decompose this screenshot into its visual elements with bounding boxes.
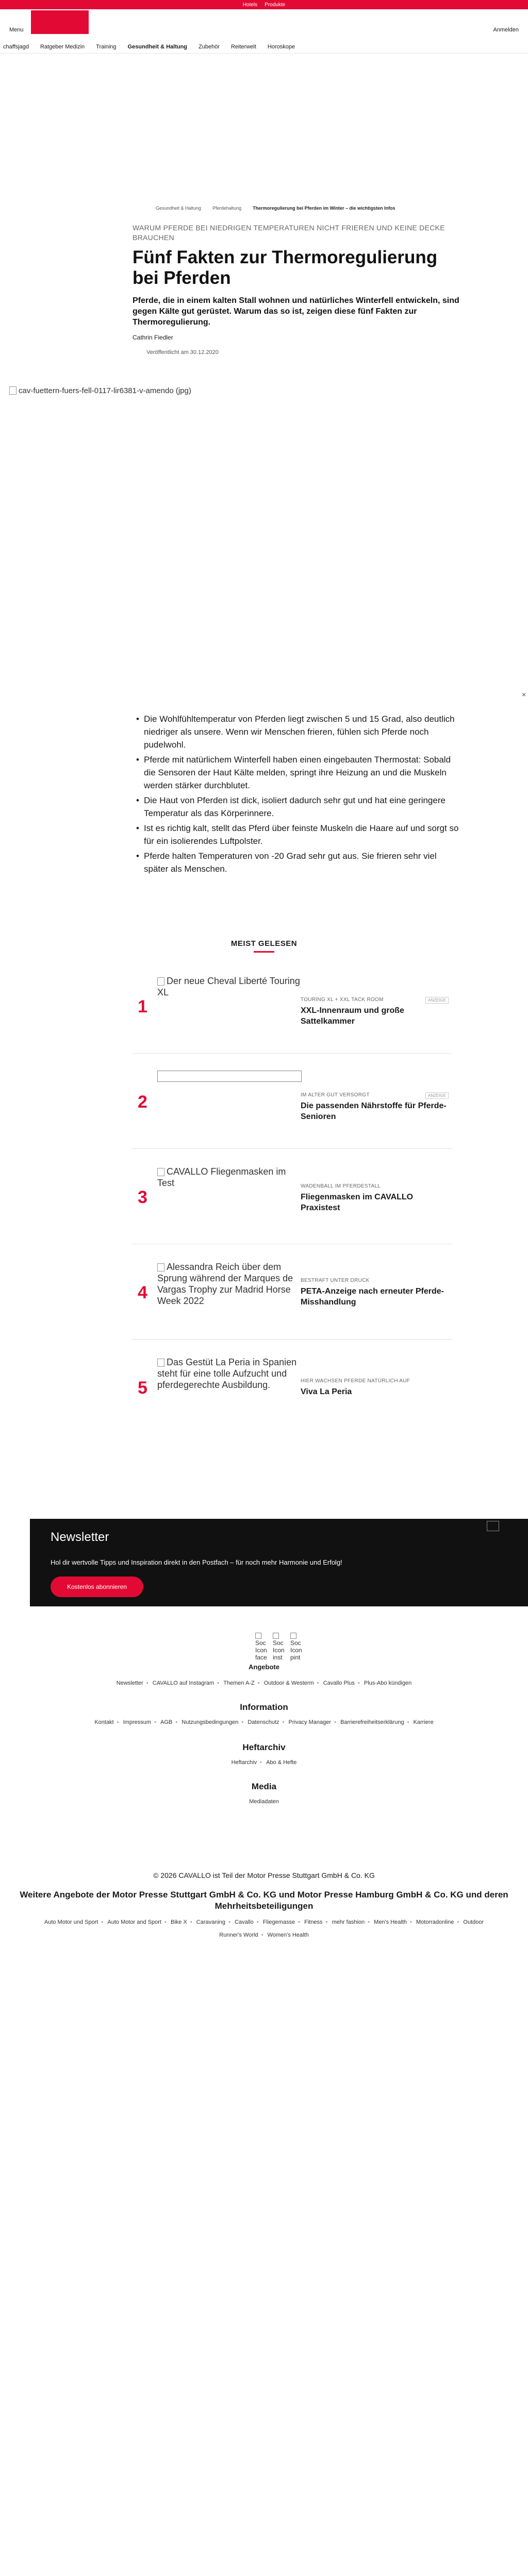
teaser-image[interactable]: Das Gestüt La Peria in Spanien steht für eine tolle Aufzucht und pferdegerechte Ausbildung. xyxy=(157,1357,297,1390)
teaser-kicker: BESTRAFT UNTER DRUCK xyxy=(301,1278,370,1283)
footer-link[interactable]: • Karriere xyxy=(409,1719,438,1725)
nav-item-zubehoer[interactable]: Zubehör xyxy=(199,43,220,50)
ad-badge: ANZEIGE xyxy=(425,1092,449,1099)
broken-image-icon xyxy=(157,977,164,986)
facts-list xyxy=(133,713,463,877)
nav-item-horoskope[interactable]: Horoskope xyxy=(267,43,295,50)
article-lead: Pferde, die in einem kalten Stall wohnen und natürliches Winterfell entwickeln, sind gegen Kälte gut gerüstet. Warum das so ist, zeigen diese fünf Fakten zur Thermoregulierung. xyxy=(133,296,459,327)
information-links xyxy=(0,1719,528,1725)
breadcrumb-item-gesundheit[interactable]: Gesundheit & Haltung xyxy=(156,206,202,211)
archive-title: Heftarchiv xyxy=(242,1742,286,1752)
media-title: Media xyxy=(251,1782,277,1791)
footer-link[interactable]: Auto Motor und Sport xyxy=(44,1919,98,1925)
newsletter-title: Newsletter xyxy=(51,1530,109,1544)
nav-item-gesundheit[interactable]: Gesundheit & Haltung xyxy=(127,43,188,50)
rank-number: 2 xyxy=(138,1092,147,1112)
broken-image-icon xyxy=(157,1168,164,1176)
breadcrumb-item-pferdehaltung[interactable]: Pferdehaltung xyxy=(212,206,242,211)
teaser-headline[interactable]: Die passenden Nährstoffe für Pferde-Senioren xyxy=(301,1101,447,1121)
information-title: Information xyxy=(240,1702,288,1712)
offers-links xyxy=(0,1680,528,1686)
teaser-headline[interactable]: XXL-Innenraum und große Sattelkammer xyxy=(301,1006,404,1026)
breadcrumb-item-current: Thermoregulierung bei Pferden im Winter – die wichtigsten Infos xyxy=(253,206,395,211)
rank-number: 3 xyxy=(138,1188,147,1207)
more-offers-title: Weitere Angebote der Motor Presse Stuttgart GmbH & Co. KG und Motor Presse Hamburg GmbH & Co. KG und deren Mehrheitsbeteiligungen xyxy=(20,1890,508,1911)
list-item: • Ist es richtig kalt, stellt das Pferd über feinste Muskeln die Haare auf und sorgt so für ein isolierendes Luftpolster. xyxy=(133,822,463,848)
list-item: • Pferde mit natürlichem Winterfell haben einen eingebauten Thermostat: Sobald die Sensoren der Haut Kälte melden, springt ihre Heizung an und die Muskeln werden stärker durchblutet. xyxy=(133,753,463,792)
footer-link[interactable]: • Themen A-Z xyxy=(219,1680,259,1686)
most-read-item-4[interactable] xyxy=(133,1257,452,1340)
footer-link[interactable]: Newsletter xyxy=(116,1680,143,1686)
footer-link[interactable]: • Men's Health xyxy=(369,1919,411,1925)
teaser-kicker: HIER WACHSEN PFERDE NATÜRLICH AUF xyxy=(301,1378,410,1384)
footer-link[interactable]: • Women's Health xyxy=(263,1932,314,1938)
instagram-icon[interactable]: Soc Icon inst xyxy=(273,1632,288,1658)
media-links xyxy=(0,1799,528,1805)
hero-image-alt: cav-fuettern-fuers-fell-0117-lir6381-v-amendo (jpg) xyxy=(19,386,191,395)
hero-image xyxy=(9,386,520,696)
social-links xyxy=(255,1632,306,1661)
footer-link[interactable]: • Abo & Hefte xyxy=(261,1759,301,1766)
top-link-produkte[interactable]: Produkte xyxy=(265,2,286,8)
teaser-image[interactable]: Alessandra Reich über dem Sprung während der Marques de Vargas Trophy zur Madrid Horse Week 2022 xyxy=(157,1262,293,1306)
teaser-headline[interactable]: Viva La Peria xyxy=(301,1387,352,1396)
nav-item-ratgeber[interactable]: Ratgeber Medizin xyxy=(40,43,85,50)
footer-link[interactable]: • Outdoor xyxy=(458,1919,488,1925)
footer-link[interactable]: • AGB xyxy=(156,1719,177,1725)
nav-item-reiterwelt[interactable]: Reiterwelt xyxy=(231,43,256,50)
list-item: • Die Wohlfühltemperatur von Pferden liegt zwischen 5 und 15 Grad, also deutlich niedriger als unsere. Wenn wir Menschen frieren, fühlen sich Pferde noch pudelwohl. xyxy=(133,713,463,751)
rank-number: 4 xyxy=(138,1283,147,1302)
footer-link[interactable]: • Caravaning xyxy=(192,1919,230,1925)
main-nav xyxy=(0,40,528,54)
close-icon[interactable]: × xyxy=(521,690,526,699)
author-name[interactable]: Cathrin Fiedler xyxy=(133,334,173,341)
newsletter-text: Hol dir wertvolle Tipps und Inspiration direkt in den Postfach – für noch mehr Harmonie und Erfolg! xyxy=(51,1558,342,1566)
breadcrumb xyxy=(156,206,395,211)
most-read-item-2[interactable] xyxy=(133,1066,452,1149)
most-read-item-3[interactable] xyxy=(133,1162,452,1244)
footer-link[interactable]: • Datenschutz xyxy=(243,1719,284,1725)
footer-link[interactable]: • Privacy Manager xyxy=(284,1719,336,1725)
teaser-kicker: WADENBALL IM PFERDESTALL xyxy=(301,1183,381,1189)
footer-link[interactable]: Kontakt xyxy=(94,1719,114,1725)
teaser-image[interactable]: Der neue Cheval Liberté Touring XL xyxy=(157,976,300,997)
copyright: © 2026 CAVALLO ist Teil der Motor Presse Stuttgart GmbH & Co. KG xyxy=(153,1871,375,1879)
footer-link[interactable]: Heftarchiv xyxy=(231,1759,257,1766)
newsletter-image-icon xyxy=(487,1521,499,1531)
footer-link[interactable]: • Barrierefreiheitserklärung xyxy=(336,1719,409,1725)
nav-item-jagd[interactable]: chaffsjagd xyxy=(3,43,29,50)
page-title: Fünf Fakten zur Thermoregulierung bei Pferden xyxy=(133,247,438,288)
rank-number: 5 xyxy=(138,1378,147,1398)
footer-link[interactable]: Runner's World xyxy=(219,1932,258,1938)
footer-link[interactable]: • Motorradonline xyxy=(411,1919,458,1925)
most-read-underline xyxy=(254,951,274,953)
offers-title: Angebote xyxy=(249,1663,279,1671)
top-strip xyxy=(0,0,528,9)
teaser-image[interactable]: CAVALLO Fliegenmasken im Test xyxy=(157,1166,286,1188)
facebook-icon[interactable]: Soc Icon face xyxy=(255,1632,271,1658)
footer-link[interactable]: • Fitness xyxy=(300,1919,327,1925)
broken-image-icon xyxy=(9,386,16,395)
more-offers-links-2 xyxy=(0,1932,528,1938)
broken-image-icon xyxy=(157,1263,164,1272)
teaser-kicker: TOURING XL + XXL TACK ROOM xyxy=(301,997,384,1003)
newsletter-subscribe-button[interactable]: Kostenlos abonnieren xyxy=(51,1577,143,1597)
list-item: • Pferde halten Temperaturen von -20 Grad sehr gut aus. Sie frieren sehr viel später als Menschen. xyxy=(133,850,463,875)
footer-link[interactable]: • Outdoor & Westerm xyxy=(259,1680,319,1686)
pinterest-icon[interactable]: Soc Icon pint xyxy=(290,1632,306,1658)
footer-link[interactable]: • CAVALLO auf Instagram xyxy=(148,1680,219,1686)
footer-link[interactable]: • mehr fashion xyxy=(327,1919,370,1925)
more-offers-links xyxy=(0,1919,528,1925)
top-link-hotels[interactable]: Hotels xyxy=(242,2,258,8)
most-read-item-1[interactable] xyxy=(133,971,452,1054)
teaser-headline[interactable]: PETA-Anzeige nach erneuter Pferde-Misshandlung xyxy=(301,1287,444,1307)
footer-link[interactable]: • Nutzungsbedingungen xyxy=(177,1719,243,1725)
publish-date: Veröffentlicht am 30.12.2020 xyxy=(146,349,219,355)
footer-link[interactable]: • Bike X xyxy=(166,1919,192,1925)
menu-button[interactable]: Menu xyxy=(9,27,24,33)
rank-number: 1 xyxy=(138,997,147,1016)
nav-item-training[interactable]: Training xyxy=(96,43,117,50)
broken-image-icon xyxy=(157,1359,164,1367)
footer-link[interactable]: • Impressum xyxy=(119,1719,156,1725)
list-item: • Die Haut von Pferden ist dick, isoliert dadurch sehr gut und hat eine geringere Temperatur als das Körperinnere. xyxy=(133,794,463,820)
teaser-image[interactable] xyxy=(157,1071,302,1082)
most-read-item-5[interactable] xyxy=(133,1352,452,1435)
footer-link[interactable]: • Cavallo Plus xyxy=(319,1680,359,1686)
footer-link[interactable]: • Cavallo xyxy=(230,1919,258,1925)
article-kicker: WARUM PFERDE BEI NIEDRIGEN TEMPERATUREN NICHT FRIEREN UND KEINE DECKE BRAUCHEN xyxy=(133,224,445,242)
footer-link[interactable]: • Fliegemasse xyxy=(258,1919,300,1925)
teaser-kicker: IM ALTER GUT VERSORGT xyxy=(301,1092,370,1098)
footer-link[interactable]: • Auto Motor and Sport xyxy=(103,1919,166,1925)
most-read-title: MEIST GELESEN xyxy=(230,939,298,948)
footer-link[interactable]: • Plus-Abo kündigen xyxy=(359,1680,416,1686)
teaser-headline[interactable]: Fliegenmasken im CAVALLO Praxistest xyxy=(301,1193,414,1212)
login-link[interactable]: Anmelden xyxy=(493,27,519,33)
archive-links xyxy=(0,1759,528,1766)
footer-link[interactable]: Mediadaten xyxy=(249,1799,279,1805)
ad-badge: ANZEIGE xyxy=(425,997,449,1004)
brand-logo[interactable] xyxy=(31,10,89,34)
